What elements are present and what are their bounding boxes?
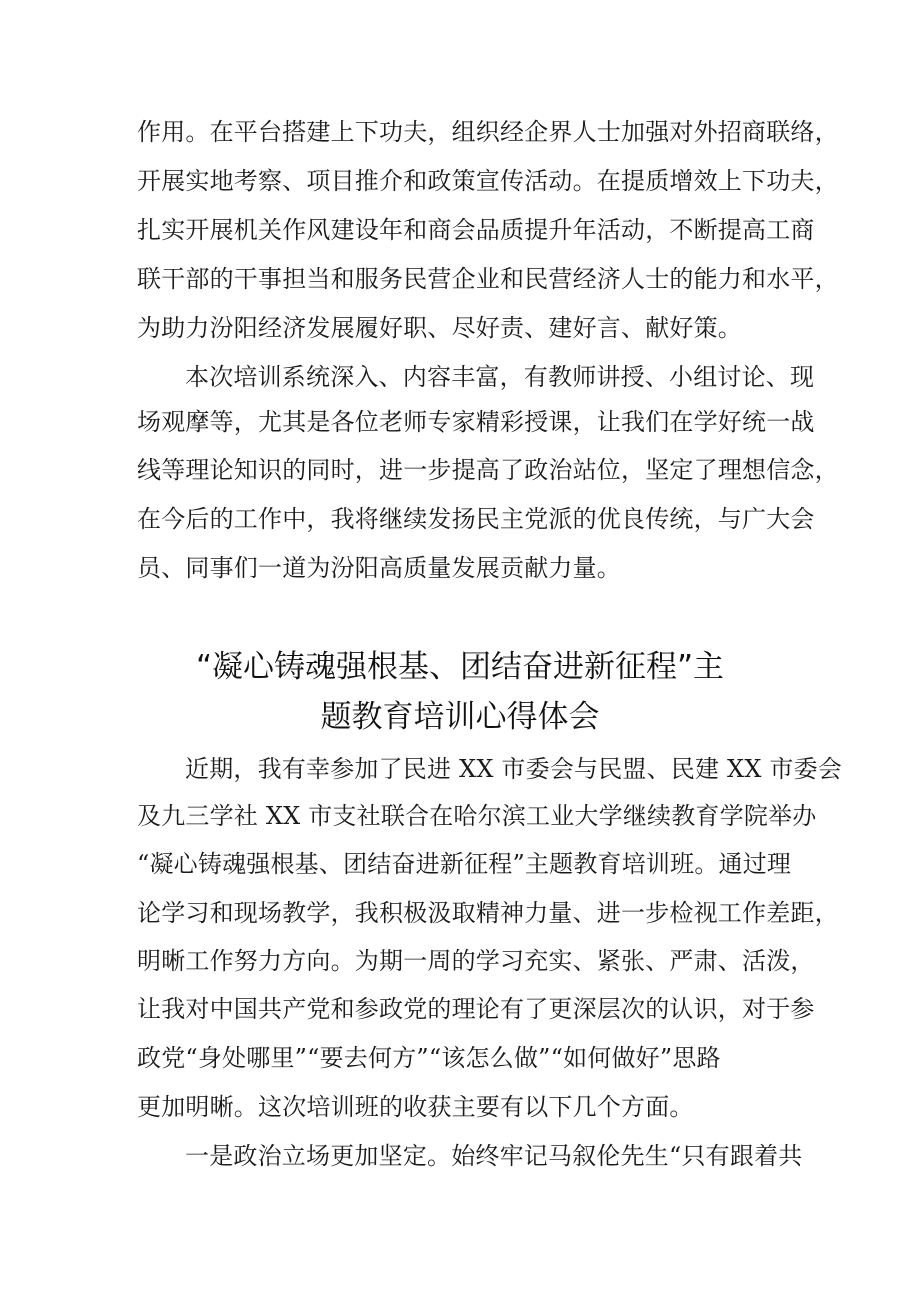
s2-p1-line-5: 明晰工作努力方向。为期一周的学习充实、紧张、严肃、活泼， bbox=[137, 947, 815, 975]
s2-p2-line-1: 一是政治立场更加坚定。始终牢记马叙伦先生“只有跟着共 bbox=[185, 1142, 803, 1170]
s1-p1-line-2: 开展实地考察、项目推介和政策宣传活动。在提质增效上下功夫， bbox=[137, 167, 839, 195]
s2-p1-line-1: 近期，我有幸参加了民进 XX 市委会与民盟、民建 XX 市委会 bbox=[185, 755, 843, 783]
s1-p2-line-1: 本次培训系统深入、内容丰富，有教师讲授、小组讨论、现 bbox=[185, 363, 815, 391]
s2-p1-line-3: “凝心铸魂强根基、团结奋进新征程”主题教育培训班。通过理 bbox=[137, 850, 792, 878]
s1-p1-line-5: 为助力汾阳经济发展履好职、尽好责、建好言、献好策。 bbox=[137, 314, 742, 342]
s2-p1-line-7: 政党“身处哪里”“要去何方”“该怎么做”“如何做好”思路 bbox=[137, 1044, 721, 1072]
s2-p1-line-6: 让我对中国共产党和参政党的理论有了更深层次的认识，对于参 bbox=[137, 995, 815, 1023]
s1-p2-line-2: 场观摩等，尤其是各位老师专家精彩授课，让我们在学好统一战 bbox=[137, 408, 815, 436]
s1-p1-line-1: 作用。在平台搭建上下功夫，组织经企界人士加强对外招商联络， bbox=[137, 118, 839, 146]
s1-p1-line-3: 扎实开展机关作风建设年和商会品质提升年活动，不断提高工商 bbox=[137, 216, 815, 244]
s2-p1-line-4: 论学习和现场教学，我积极汲取精神力量、进一步检视工作差距， bbox=[137, 899, 839, 927]
s1-p1-line-4: 联干部的干事担当和服务民营企业和民营经济人士的能力和水平， bbox=[137, 265, 839, 293]
s2-p1-line-2: 及九三学社 XX 市支社联合在哈尔滨工业大学继续教育学院举办 bbox=[137, 802, 817, 830]
section-title-line-2: 题教育培训心得体会 bbox=[320, 699, 600, 735]
s1-p2-line-5: 员、同事们一道为汾阳高质量发展贡献力量。 bbox=[137, 554, 621, 582]
s1-p2-line-3: 线等理论知识的同时，进一步提高了政治站位，坚定了理想信念， bbox=[137, 456, 839, 484]
s1-p2-line-4: 在今后的工作中，我将继续发扬民主党派的优良传统，与广大会 bbox=[137, 505, 815, 533]
section-title-line-1: “凝心铸魂强根基、团结奋进新征程”主 bbox=[195, 649, 725, 685]
s2-p1-line-8: 更加明晰。这次培训班的收获主要有以下几个方面。 bbox=[137, 1093, 694, 1121]
